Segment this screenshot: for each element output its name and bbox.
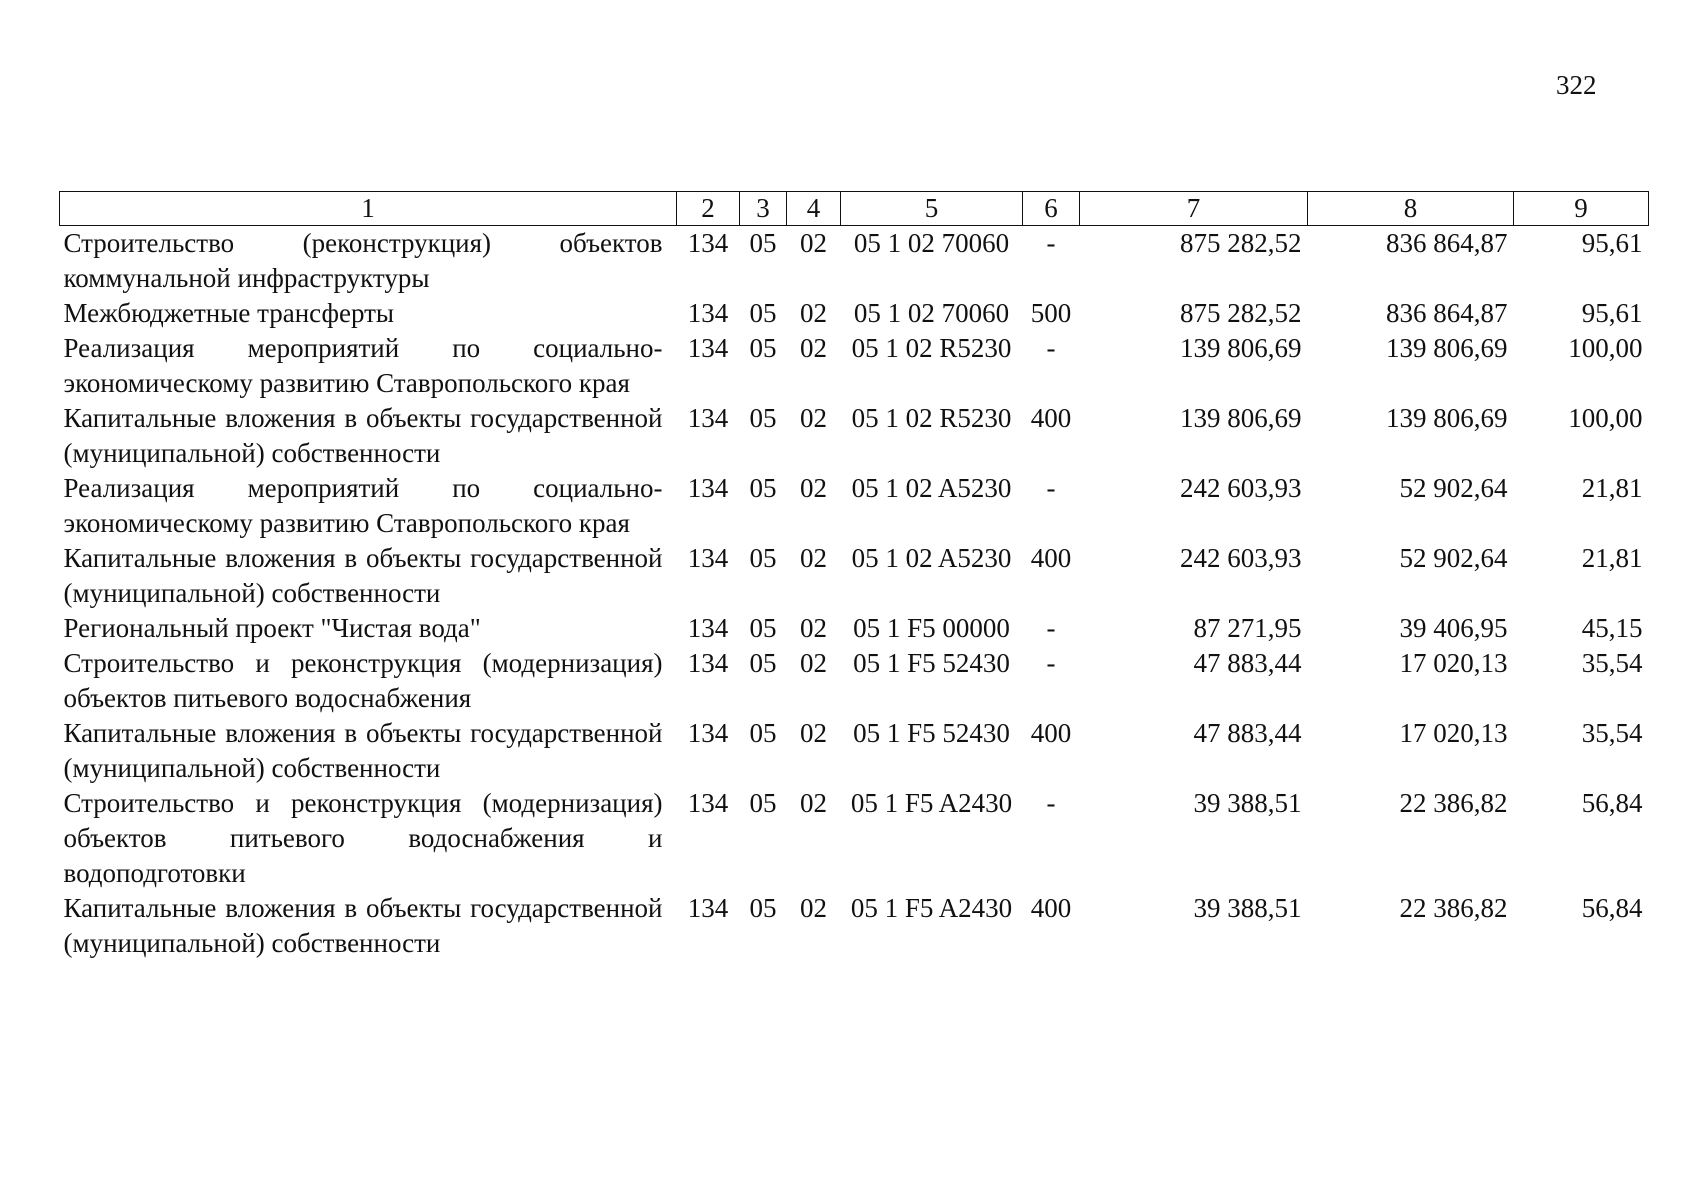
cell-admin-code: 134: [687, 333, 729, 363]
cell-subsection: 02: [800, 543, 827, 573]
cell-expense-type: -: [1046, 613, 1056, 643]
column-header: 9: [1514, 192, 1649, 226]
cell-section: 05: [749, 333, 777, 363]
cell-admin-code: 134: [687, 788, 729, 818]
cell-percent: 35,54: [1581, 718, 1643, 748]
column-header: 3: [740, 192, 787, 226]
table-row: [60, 786, 1649, 891]
row-name: Межбюджетные трансферты: [63, 298, 395, 328]
cell-actual: 17 020,13: [1399, 648, 1508, 678]
cell-admin-code: 134: [687, 543, 729, 573]
column-header: 8: [1308, 192, 1514, 226]
cell-section: 05: [749, 228, 777, 258]
cell-plan: 139 806,69: [1180, 333, 1302, 363]
cell-actual: 836 864,87: [1386, 228, 1508, 258]
cell-actual: 17 020,13: [1399, 718, 1508, 748]
cell-target-article: 05 1 02 70060: [853, 298, 1010, 328]
cell-percent: 95,61: [1581, 298, 1643, 328]
cell-subsection: 02: [800, 718, 827, 748]
table-row: [60, 331, 1649, 401]
table-row: [60, 471, 1649, 541]
table-row: [60, 716, 1649, 786]
cell-target-article: 05 1 F5 A2430: [850, 893, 1013, 923]
cell-percent: 56,84: [1581, 893, 1643, 923]
cell-plan: 242 603,93: [1180, 473, 1302, 503]
cell-actual: 836 864,87: [1386, 298, 1508, 328]
cell-actual: 22 386,82: [1399, 788, 1508, 818]
cell-percent: 100,00: [1568, 403, 1643, 433]
table-row: [60, 646, 1649, 716]
cell-plan: 39 388,51: [1193, 788, 1302, 818]
row-name: Строительство (реконструкция) объектов коммунальной инфраструктуры: [63, 228, 663, 293]
cell-expense-type: 400: [1030, 543, 1072, 573]
table-row: [60, 611, 1649, 646]
cell-admin-code: 134: [687, 403, 729, 433]
cell-target-article: 05 1 02 R5230: [851, 333, 1012, 363]
cell-percent: 45,15: [1581, 613, 1643, 643]
budget-table: [59, 191, 1649, 961]
cell-subsection: 02: [800, 648, 827, 678]
cell-admin-code: 134: [687, 718, 729, 748]
cell-actual: 139 806,69: [1386, 333, 1508, 363]
row-name: Капитальные вложения в объекты государственной (муниципальной) собственности: [63, 718, 663, 783]
cell-subsection: 02: [800, 893, 827, 923]
row-name: Капитальные вложения в объекты государственной (муниципальной) собственности: [63, 543, 663, 608]
cell-actual: 52 902,64: [1399, 473, 1508, 503]
row-name: Строительство и реконструкция (модернизация) объектов питьевого водоснабжения и водоподготовки: [63, 788, 663, 888]
cell-section: 05: [749, 613, 777, 643]
table-row: [60, 226, 1649, 297]
cell-plan: 87 271,95: [1193, 613, 1302, 643]
cell-plan: 139 806,69: [1180, 403, 1302, 433]
column-header: 7: [1080, 192, 1308, 226]
cell-expense-type: -: [1046, 333, 1056, 363]
cell-actual: 39 406,95: [1399, 613, 1508, 643]
cell-expense-type: 500: [1030, 298, 1072, 328]
row-name: Реализация мероприятий по социально-экономическому развитию Ставропольского края: [63, 473, 663, 538]
page-number: 322: [1556, 70, 1597, 100]
table-row: [60, 541, 1649, 611]
cell-target-article: 05 1 02 A5230: [851, 473, 1012, 503]
cell-plan: 47 883,44: [1193, 718, 1302, 748]
cell-expense-type: -: [1046, 788, 1056, 818]
cell-expense-type: -: [1046, 648, 1056, 678]
cell-target-article: 05 1 F5 A2430: [850, 788, 1013, 818]
cell-section: 05: [749, 298, 777, 328]
row-name: Региональный проект "Чистая вода": [63, 613, 481, 643]
column-header: 1: [60, 192, 677, 226]
cell-section: 05: [749, 893, 777, 923]
cell-target-article: 05 1 02 A5230: [851, 543, 1012, 573]
cell-subsection: 02: [800, 333, 827, 363]
cell-percent: 95,61: [1581, 228, 1643, 258]
cell-target-article: 05 1 F5 00000: [853, 613, 1010, 643]
cell-plan: 47 883,44: [1193, 648, 1302, 678]
cell-section: 05: [749, 473, 777, 503]
cell-expense-type: -: [1046, 473, 1056, 503]
cell-target-article: 05 1 F5 52430: [853, 648, 1010, 678]
cell-admin-code: 134: [687, 473, 729, 503]
cell-subsection: 02: [800, 788, 827, 818]
cell-subsection: 02: [800, 473, 827, 503]
table-row: [60, 296, 1649, 331]
cell-section: 05: [749, 788, 777, 818]
row-name: Капитальные вложения в объекты государственной (муниципальной) собственности: [63, 403, 663, 468]
cell-plan: 39 388,51: [1193, 893, 1302, 923]
column-header: 2: [677, 192, 740, 226]
cell-admin-code: 134: [687, 613, 729, 643]
cell-percent: 100,00: [1568, 333, 1643, 363]
cell-target-article: 05 1 02 70060: [853, 228, 1010, 258]
cell-expense-type: 400: [1030, 403, 1072, 433]
column-header: 4: [787, 192, 841, 226]
cell-section: 05: [749, 543, 777, 573]
cell-expense-type: 400: [1030, 718, 1072, 748]
column-header: 5: [841, 192, 1023, 226]
cell-plan: 875 282,52: [1180, 298, 1302, 328]
cell-percent: 21,81: [1581, 543, 1643, 573]
cell-percent: 21,81: [1581, 473, 1643, 503]
cell-subsection: 02: [800, 298, 827, 328]
cell-admin-code: 134: [687, 228, 729, 258]
cell-actual: 52 902,64: [1399, 543, 1508, 573]
cell-percent: 35,54: [1581, 648, 1643, 678]
cell-expense-type: -: [1046, 228, 1056, 258]
row-name: Капитальные вложения в объекты государственной (муниципальной) собственности: [63, 893, 663, 958]
cell-actual: 22 386,82: [1399, 893, 1508, 923]
cell-subsection: 02: [800, 403, 827, 433]
cell-section: 05: [749, 648, 777, 678]
cell-plan: 875 282,52: [1180, 228, 1302, 258]
cell-admin-code: 134: [687, 298, 729, 328]
cell-target-article: 05 1 F5 52430: [853, 718, 1010, 748]
cell-percent: 56,84: [1581, 788, 1643, 818]
cell-section: 05: [749, 718, 777, 748]
row-name: Реализация мероприятий по социально-экономическому развитию Ставропольского края: [63, 333, 663, 398]
column-header: 6: [1023, 192, 1080, 226]
table-header-row: [60, 192, 1649, 226]
cell-expense-type: 400: [1030, 893, 1072, 923]
cell-actual: 139 806,69: [1386, 403, 1508, 433]
cell-admin-code: 134: [687, 893, 729, 923]
cell-plan: 242 603,93: [1180, 543, 1302, 573]
cell-section: 05: [749, 403, 777, 433]
cell-subsection: 02: [800, 613, 827, 643]
cell-target-article: 05 1 02 R5230: [851, 403, 1012, 433]
cell-subsection: 02: [800, 228, 827, 258]
table-row: [60, 401, 1649, 471]
cell-admin-code: 134: [687, 648, 729, 678]
table-row: [60, 891, 1649, 961]
row-name: Строительство и реконструкция (модернизация) объектов питьевого водоснабжения: [63, 648, 663, 713]
